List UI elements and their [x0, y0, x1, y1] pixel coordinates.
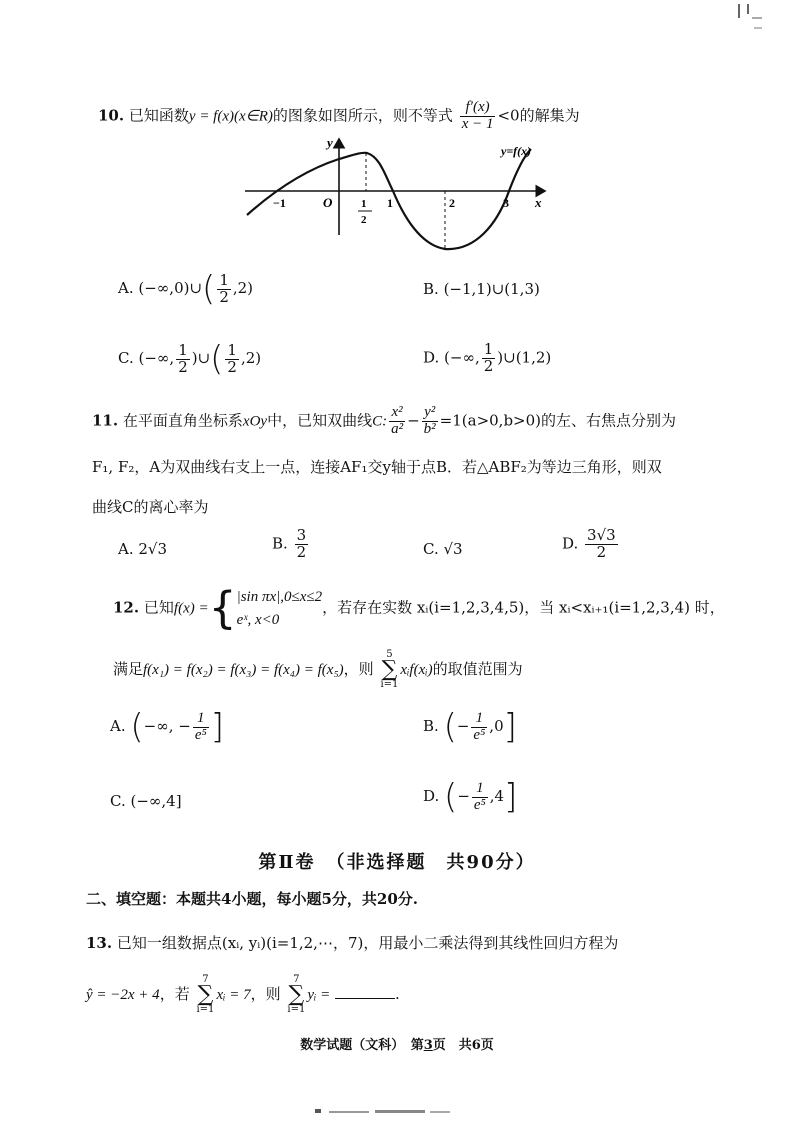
q10-stem-end: 的解集为	[519, 106, 580, 125]
q13-line1: 13. 已知一组数据点(xᵢ, yᵢ)(i=1,2,⋯，7)，用最小二乘法得到其线性回归方程为	[86, 934, 619, 952]
scan-corner-mark	[734, 4, 764, 34]
q12-option-b[interactable]: B. (− $\frac{1}{\text{e⁵}}$ ,0]	[423, 707, 517, 747]
tick-label-2: 2	[449, 196, 455, 210]
curve-label: y=f(x)	[501, 144, 532, 158]
q12-sum: 5 ∑ i=1	[380, 649, 399, 690]
q10-number: 10.	[98, 106, 125, 125]
q10-ineq: <0	[497, 106, 520, 125]
q13-number: 13.	[86, 934, 113, 952]
q10-option-b[interactable]: B. (−1,1)∪(1,3)	[423, 280, 540, 298]
q10-fraction: $\frac{f'(x)}{x - 1}$	[461, 99, 494, 132]
page-footer: 数学试题（文科） 第3页 共6页	[300, 1038, 494, 1053]
x-axis-label: x	[535, 195, 542, 210]
q12-line1: 12. 已知f(x) ={ |sin πx|,0≤x≤2 eˣ, x<0 ，若存在实数 xᵢ(i=1,2,3,4,5)，当 xᵢ<xᵢ₊₁(i=1,2,3,4) 时，	[113, 582, 725, 634]
tick-label-3: 3	[503, 196, 509, 210]
q11-option-c[interactable]: C. √3	[423, 540, 463, 558]
q12-option-a[interactable]: A. (−∞, − $\frac{1}{\text{e⁵}}$ ]	[110, 707, 224, 747]
tick-half-den: 2	[361, 214, 367, 226]
q11-line1: 11. 在平面直角坐标系xOy中，已知双曲线C: $\frac{\text{x²}}{\text{a²}}$ − $\frac{\text{y²}}{\text{b²}}$ =1(a>0,b>0)的左、右焦点分别为	[92, 404, 677, 437]
origin-label: O	[323, 195, 333, 210]
q12-option-c[interactable]: C. (−∞,4]	[110, 792, 182, 810]
q10-option-d[interactable]: D. (−∞, $\frac{1}{2}$ )∪(1,2)	[423, 340, 552, 375]
q11-option-a[interactable]: A. 2√3	[118, 540, 168, 558]
q12-number: 12.	[113, 598, 140, 617]
section-two-title: 第Ⅱ卷 （非选择题 共90分）	[258, 852, 536, 873]
q10-option-c[interactable]: C. (−∞, $\frac{1}{2}$ )∪( $\frac{1}{2}$ ,2)	[118, 339, 262, 379]
q10-option-a[interactable]: A. (−∞,0)∪( $\frac{1}{2}$ ,2)	[118, 269, 254, 309]
tick-label-neg1: −1	[273, 196, 286, 210]
tick-label-1: 1	[387, 196, 393, 210]
q11-option-d[interactable]: D. $\frac{3√3}{2}$	[562, 526, 616, 561]
q13-line2: ŷ = −2x + 4，若 7 ∑ i=1 xᵢ = 7，则 7 ∑ i=1 yᵢ = .	[86, 974, 400, 1015]
page-number: 3	[423, 1038, 433, 1053]
q11-line2: F₁, F₂，A为双曲线右支上一点，连接AF₁交y轴于点B．若△ABF₂为等边三角形，则双	[92, 458, 662, 476]
q11-option-b[interactable]: B. $\frac{3}{2}$	[272, 526, 307, 561]
q11-number: 11.	[92, 411, 119, 430]
q12-line2: 满足f(x₁) = f(x₂) = f(x₃) = f(x₄) = f(x₅)，则 5 ∑ i=1 xᵢf(xᵢ)的取值范围为	[113, 649, 523, 690]
fill-in-blank-header: 二、填空题：本题共4小题，每小题5分，共20分.	[86, 890, 418, 908]
q11-line3: 曲线C的离心率为	[92, 498, 209, 516]
q12-option-d[interactable]: D. (− $\frac{1}{\text{e⁵}}$ ,4]	[423, 777, 518, 817]
scan-noise-mark	[315, 1106, 465, 1116]
q10-stem-mid: 的图象如图所示，则不等式	[272, 106, 453, 125]
y-axis-label: y	[327, 135, 333, 150]
q10-stem-pre: 已知函数	[128, 106, 189, 125]
q10-func: y = f(x)(x∈R)	[188, 108, 273, 125]
q10-stem	[98, 100, 580, 133]
tick-half-num: 1	[361, 198, 367, 210]
q13-answer-blank[interactable]	[335, 986, 395, 999]
q10-function-graph	[235, 135, 555, 260]
